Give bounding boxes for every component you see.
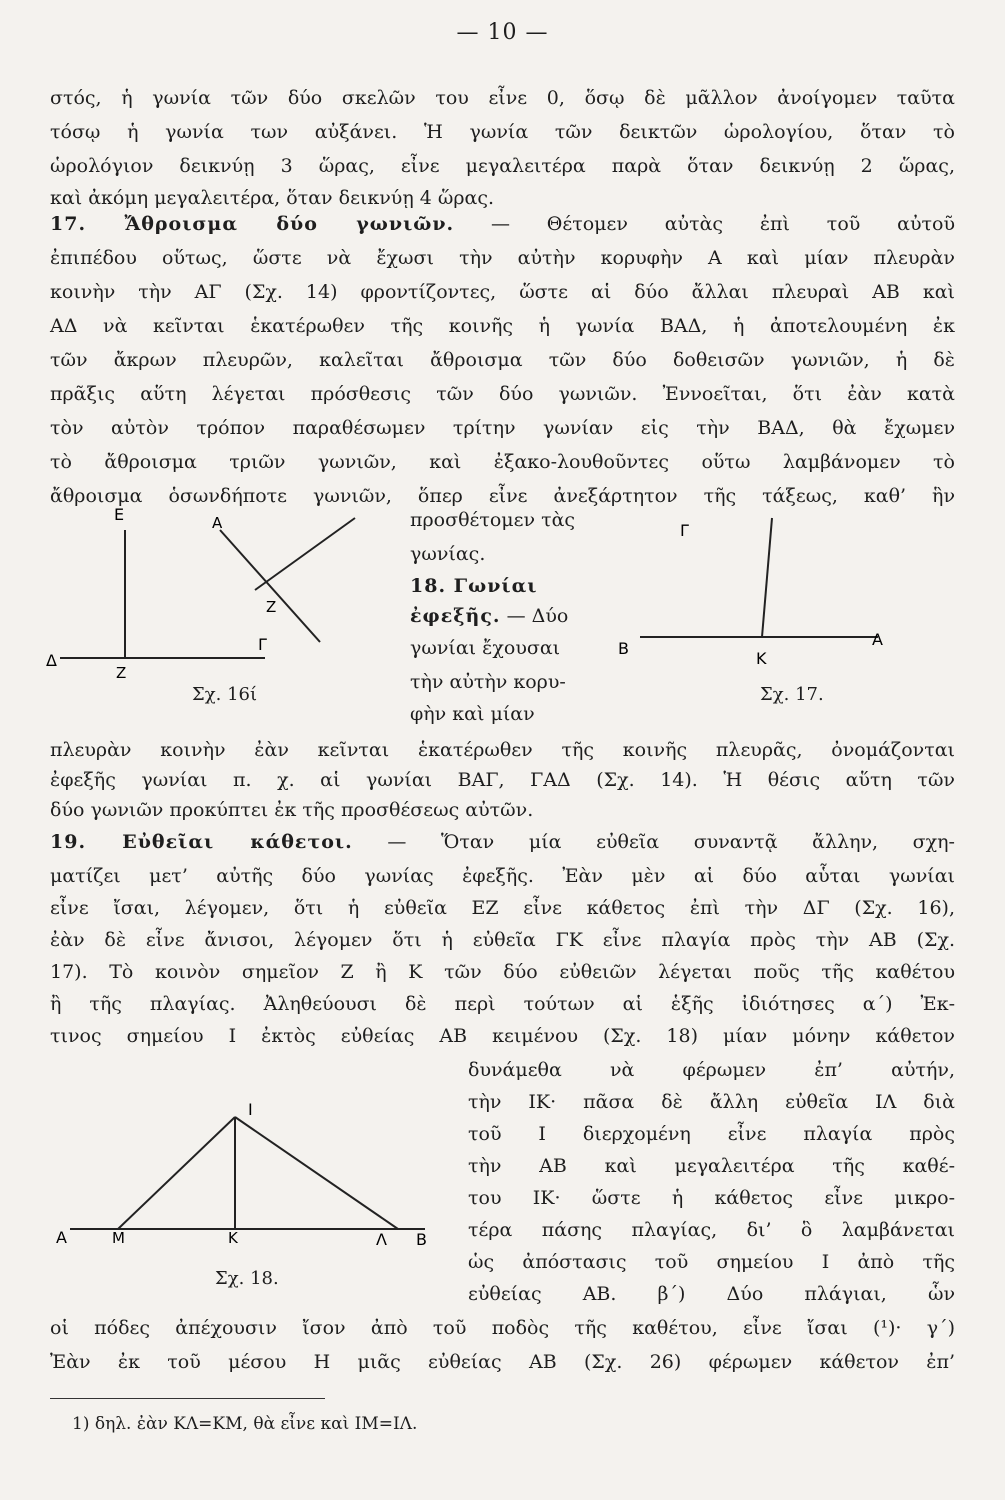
section-19-heading: 19. Εὐθεῖαι κάθετοι. (50, 831, 353, 853)
text-line: δύο γωνιῶν προκύπτει ἐκ τῆς προσθέσεως αὐτῶν. (50, 799, 534, 821)
right-col-line: του ΙΚ· ὥστε ἡ κάθετος εἶνε μικρο- (468, 1187, 955, 1209)
fig18-oblique-il (235, 1117, 398, 1229)
middle-line: γωνίαι ἔχουσαι (410, 637, 561, 659)
fig16-label-z: Z (116, 664, 127, 682)
section-18-heading: 18. Γωνίαι (410, 575, 538, 597)
text-line: ἢ τῆς πλαγίας. Ἀληθεύουσι δὲ περὶ τούτων αἱ ἑξῆς ἰδιότησες α΄) Ἐκ- (50, 993, 955, 1015)
text-line: ἄθροισμα ὁσωνδήποτε γωνιῶν, ὅπερ εἶνε ἀνεξάρτητον τῆς τάξεως, καθ’ ἣν (50, 485, 955, 507)
text-line: τόσῳ ἡ γωνία των αὐξάνει. Ἡ γωνία τῶν δεικτῶν ὡρολογίου, ὅταν τὸ (50, 121, 955, 143)
fig18-label-b: B (416, 1230, 427, 1249)
fig16-label-a: A (212, 514, 223, 532)
fig16-label-z2: Z (266, 598, 277, 616)
figure-16 (46, 500, 390, 714)
page-number: — 10 — (456, 20, 549, 45)
right-col-line: τοῦ Ι διερχομένη εἶνε πλαγία πρὸς (468, 1123, 955, 1145)
text-line: τὸν αὐτὸν τρόπον παραθέσωμεν τρίτην γωνίαν εἰς τὴν ΒΑΔ, θὰ ἔχωμεν (50, 417, 955, 439)
fig18-label-i: I (248, 1100, 253, 1119)
section-18-text: — Δύο (500, 605, 569, 627)
text-line: ΑΔ νὰ κεῖνται ἑκατέρωθεν τῆς κοινῆς ἡ γωνία ΒΑΔ, ἡ ἀποτελουμένη ἐκ (50, 315, 955, 337)
section-18-heading-cont: ἐφεξῆς. (410, 605, 501, 627)
text-line: ἐφεξῆς γωνίαι π. χ. αἱ γωνίαι ΒΑΓ, ΓΑΔ (Σχ. 14). Ἡ θέσις αὕτη τῶν (50, 769, 955, 791)
fig18-label-k: K (228, 1229, 238, 1247)
text-line: στός, ἡ γωνία τῶν δύο σκελῶν του εἶνε 0, ὅσῳ δὲ μᾶλλον ἀνοίγομεν ταῦτα (50, 87, 955, 109)
fig16-label-d: Δ (46, 651, 57, 670)
fig17-label-b: B (618, 639, 629, 658)
fig16-label-e: E (114, 505, 125, 524)
text-line: 17). Τὸ κοινὸν σημεῖον Ζ ἢ Κ τῶν δύο εὐθειῶν λέγεται ποῦς τῆς καθέτου (50, 961, 955, 983)
fig18-oblique-im (118, 1117, 235, 1229)
section-17-text: — Θέτομεν αὐτὰς ἐπὶ τοῦ αὐτοῦ (454, 213, 955, 235)
fig16-caption: Σχ. 16ί (192, 684, 258, 705)
text-line: τινος σημείου Ι ἐκτὸς εὐθείας ΑΒ κειμένου (Σχ. 18) μίαν μόνην κάθετον (50, 1025, 955, 1047)
right-col-line: ὡς ἀπόστασις τοῦ σημείου Ι ἀπὸ τῆς (468, 1251, 955, 1273)
right-col-line: τὴν ΙΚ· πᾶσα δὲ ἄλλη εὐθεῖα ΙΛ διὰ (468, 1091, 955, 1113)
text-line: καὶ ἀκόμη μεγαλειτέρα, ὅταν δεικνύῃ 4 ὥρας. (50, 187, 495, 209)
fig16-line-1 (220, 530, 320, 642)
right-col-line: εὐθείας ΑΒ. β΄) Δύο πλάγιαι, ὧν (468, 1283, 955, 1305)
text-line: ματίζει μετ’ αὐτῆς δύο γωνίας ἐφεξῆς. Ἐὰν μὲν αἱ δύο αὗται γωνίαι (50, 865, 955, 887)
fig17-slant-line (762, 518, 772, 637)
middle-line: τὴν αὐτὴν κορυ- (410, 671, 566, 693)
text-line: πρᾶξις αὕτη λέγεται πρόσθεσις τῶν δύο γωνιῶν. Ἐννοεῖται, ὅτι ἐὰν κατὰ (50, 383, 955, 405)
text-line: εἶνε ἴσαι, λέγομεν, ὅτι ἡ εὐθεῖα ΕΖ εἶνε κάθετος ἐπὶ τὴν ΔΓ (Σχ. 16), (50, 897, 955, 919)
fig17-caption: Σχ. 17. (760, 684, 824, 705)
text-line: Ἐὰν ἐκ τοῦ μέσου Η μιᾶς εὐθείας ΑΒ (Σχ. 26) φέρωμεν κάθετον ἐπ’ (50, 1351, 955, 1373)
text-line: κοινὴν τὴν ΑΓ (Σχ. 14) φροντίζοντες, ὥστε αἱ δύο ἄλλαι πλευραὶ ΑΒ καὶ (50, 281, 955, 303)
footnote-rule (50, 1398, 325, 1399)
text-line: τῶν ἄκρων πλευρῶν, καλεῖται ἄθροισμα τῶν δύο δοθεισῶν γωνιῶν, ἡ δὲ (50, 349, 955, 371)
middle-line: γωνίας. (410, 543, 486, 565)
fig18-caption: Σχ. 18. (215, 1268, 279, 1289)
text-line: ὡρολόγιον δεικνύῃ 3 ὥρας, εἶνε μεγαλειτέρα παρὰ ὅταν δεικνύῃ 2 ὥρας, (50, 155, 955, 177)
text-line: τὸ ἄθροισμα τριῶν γωνιῶν, καὶ ἐξακο-λουθοῦντες οὕτω λαμβάνομεν τὸ (50, 451, 955, 473)
middle-line: φὴν καὶ μίαν (410, 703, 535, 725)
section-19-text: — Ὅταν μία εὐθεῖα συναντᾷ ἄλλην, σχη- (352, 831, 955, 853)
text-line: ἐπιπέδου οὕτως, ὥστε νὰ ἔχωσι τὴν αὐτὴν κορυφὴν Α καὶ μίαν πλευρὰν (50, 247, 955, 269)
figure-18 (50, 1085, 450, 1259)
fig16-line-2 (255, 518, 355, 590)
fig18-label-l: Λ (376, 1230, 387, 1249)
section-19-line (50, 830, 955, 854)
fig17-label-g: Γ (680, 521, 689, 540)
footnote: 1) δηλ. ἐὰν ΚΛ=ΚΜ, θὰ εἶνε καὶ ΙΜ=ΙΛ. (72, 1414, 418, 1434)
section-17-heading: 17. Ἄθροισμα δύο γωνιῶν. (50, 213, 455, 235)
middle-line: προσθέτομεν τὰς (410, 509, 576, 531)
right-col-line: τὴν ΑΒ καὶ μεγαλειτέρα τῆς καθέ- (468, 1155, 955, 1177)
figure-17 (610, 500, 900, 684)
right-col-line: δυνάμεθα νὰ φέρωμεν ἐπ’ αὐτήν, (468, 1059, 955, 1081)
fig18-label-a: A (56, 1228, 67, 1247)
fig16-label-g: Γ (258, 635, 267, 654)
fig18-label-m: M (112, 1229, 125, 1247)
text-line: οἱ πόδες ἀπέχουσιν ἴσον ἀπὸ τοῦ ποδὸς τῆς καθέτου, εἶνε ἴσαι (¹)· γ΄) (50, 1317, 955, 1339)
right-col-line: τέρα πάσης πλαγίας, δι’ ὃ λαμβάνεται (468, 1219, 955, 1241)
fig17-label-k: K (756, 649, 767, 668)
section-17-line (50, 212, 955, 236)
text-line: πλευρὰν κοινὴν ἐὰν κεῖνται ἑκατέρωθεν τῆς κοινῆς πλευρᾶς, ὀνομάζονται (50, 739, 955, 761)
text-line: ἐὰν δὲ εἶνε ἄνισοι, λέγομεν ὅτι ἡ εὐθεῖα ΓΚ εἶνε πλαγία πρὸς τὴν ΑΒ (Σχ. (50, 929, 955, 951)
fig17-label-a: A (872, 630, 883, 649)
